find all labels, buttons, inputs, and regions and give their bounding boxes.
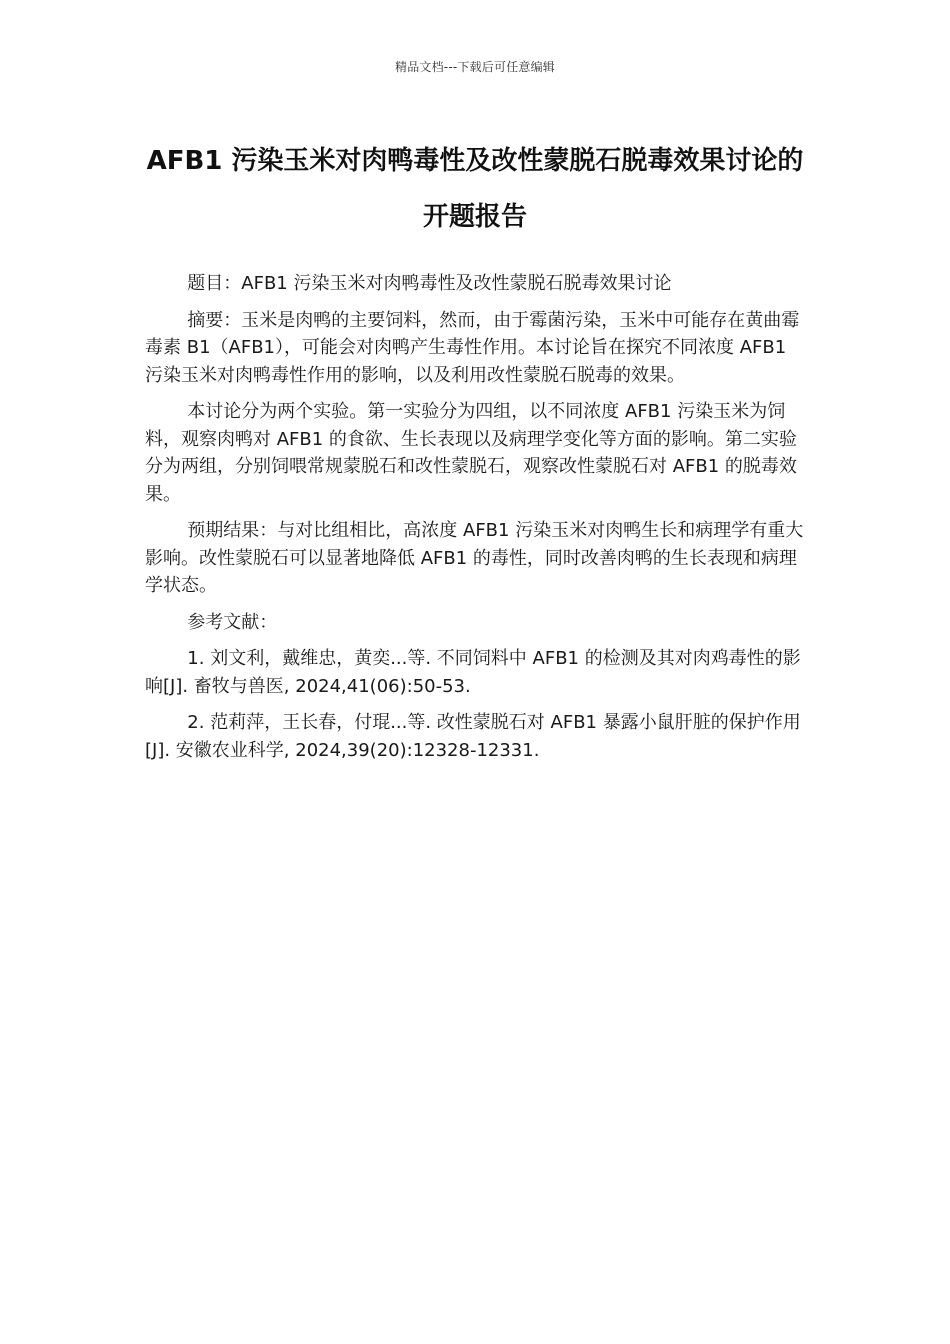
references-heading: 参考文献：: [187, 611, 278, 633]
header-note: 精品文档---下载后可任意编辑: [395, 60, 555, 74]
paragraph-topic: 题目：AFB1 污染玉米对肉鸭毒性及改性蒙脱石脱毒效果讨论: [187, 273, 672, 294]
reference-item-1: 1. 刘文利，戴维忠，黄奕...等. 不同饲料中 AFB1 的检测及其对肉鸡毒性的影响[J]. 畜牧与兽医, 2024,41(06):50-53.: [145, 648, 801, 697]
document-title: AFB1 污染玉米对肉鸭毒性及改性蒙脱石脱毒效果讨论的开题报告: [146, 146, 804, 232]
reference-item-2: 2. 范莉萍，王长春，付琨...等. 改性蒙脱石对 AFB1 暴露小鼠肝脏的保护作用[J]. 安徽农业科学, 2024,39(20):12328-12331.: [145, 712, 801, 761]
paragraph-experiments: 本讨论分为两个实验。第一实验分为四组，以不同浓度 AFB1 污染玉米为饲料，观察肉鸭对 AFB1 的食欲、生长表现以及病理学变化等方面的影响。第二实验分为两组，分别饲喂常规蒙脱石和改性蒙脱石，观察改性蒙脱石对 AFB1 的脱毒效果。: [145, 401, 797, 505]
paragraph-abstract: 摘要：玉米是肉鸭的主要饲料，然而，由于霉菌污染，玉米中可能存在黄曲霉毒素 B1（AFB1），可能会对肉鸭产生毒性作用。本讨论旨在探究不同浓度 AFB1 污染玉米对肉鸭毒性作用的影响，以及利用改性蒙脱石脱毒的效果。: [145, 309, 800, 386]
document-body: [145, 270, 805, 764]
paragraph-expected-results: 预期结果：与对比组相比，高浓度 AFB1 污染玉米对肉鸭生长和病理学有重大影响。改性蒙脱石可以显著地降低 AFB1 的毒性，同时改善肉鸭的生长表现和病理学状态。: [145, 520, 804, 596]
